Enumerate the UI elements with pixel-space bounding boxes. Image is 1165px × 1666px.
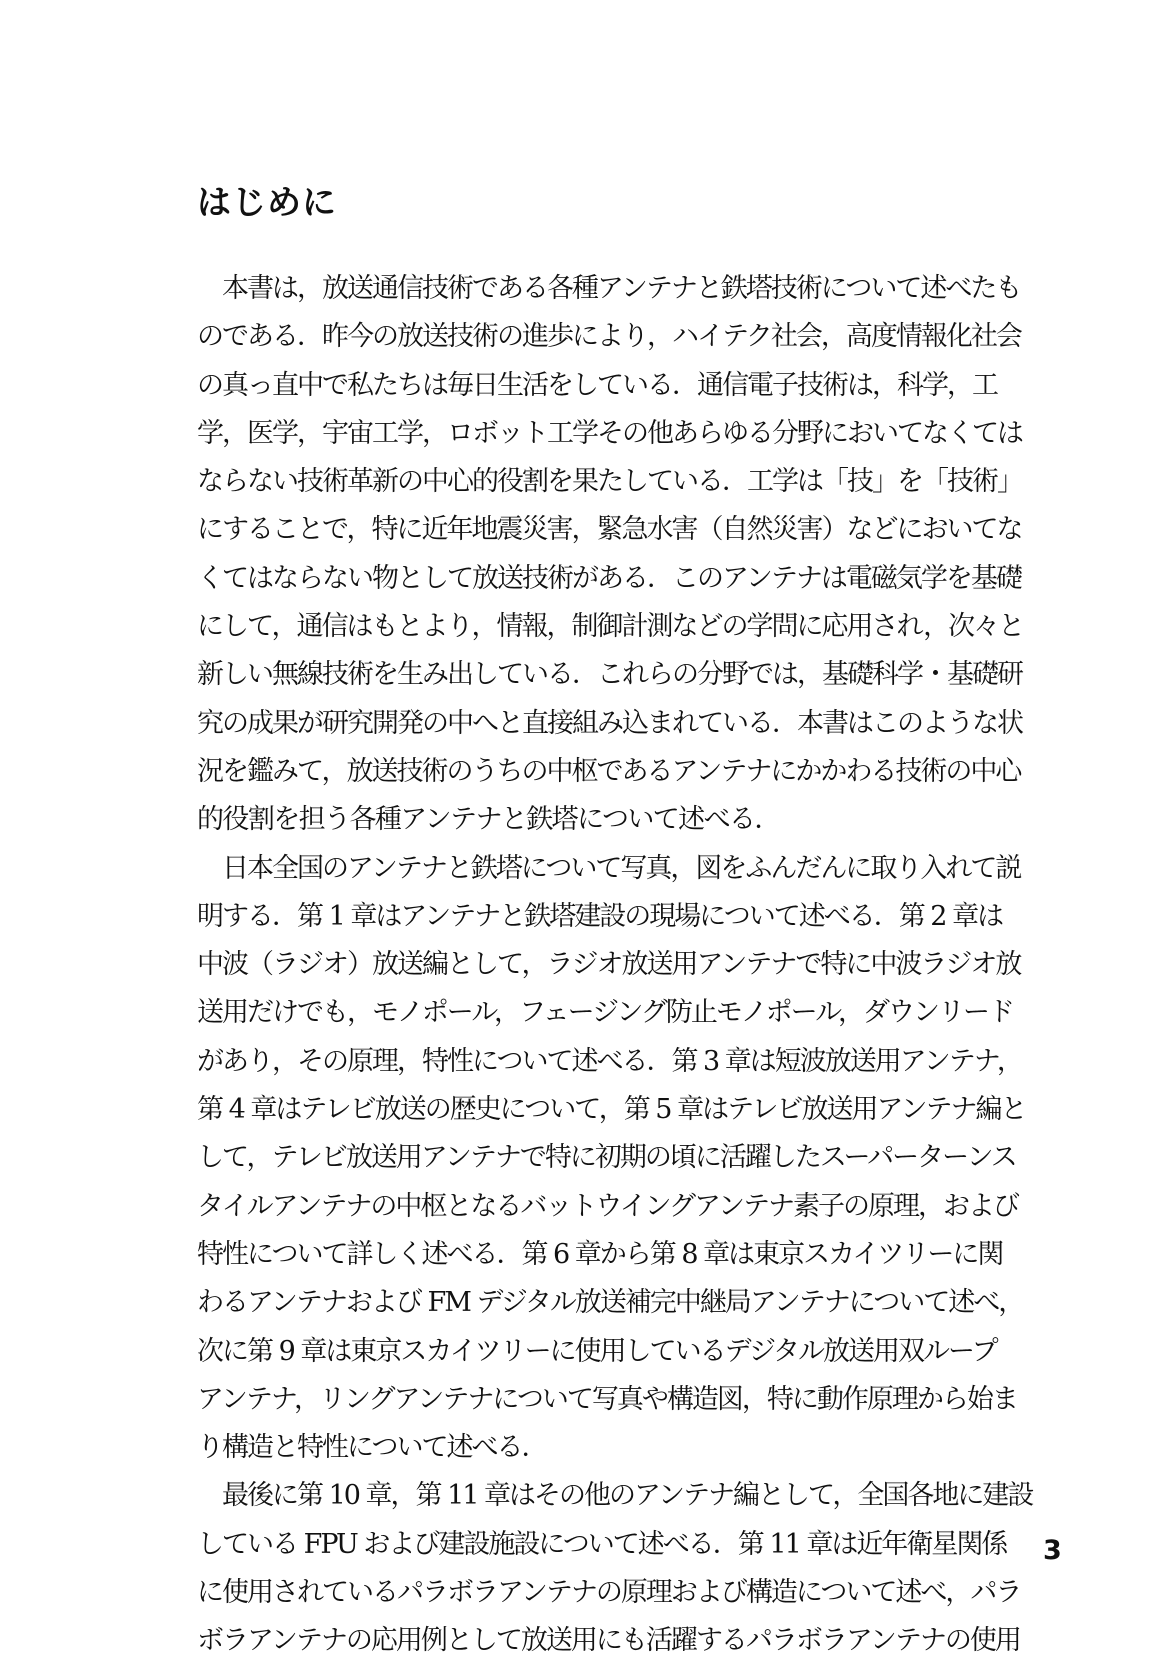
text-line: 中波（ラジオ）放送編として，ラジオ放送用アンテナで特に中波ラジオ放 — [197, 949, 1021, 981]
text-line: があり，その原理，特性について述べる．第 3 章は短波放送用アンテナ， — [197, 1045, 1022, 1077]
text-line: にして，通信はもとより，情報，制御計測などの学問に応用され，次々と — [197, 611, 1024, 643]
text-line: くてはならない物として放送技術がある．このアンテナは電磁気学を基礎 — [197, 562, 1021, 594]
text-line: の真っ直中で私たちは毎日生活をしている．通信電子技術は，科学，工 — [197, 369, 997, 401]
text-line: 学，医学，宇宙工学，ロボット工学その他あらゆる分野においてなくては — [197, 417, 1022, 449]
text-line: り構造と特性について述べる． — [197, 1432, 547, 1464]
page-title: はじめに — [197, 183, 337, 223]
page-number: 3 — [1043, 1535, 1062, 1566]
text-line: 況を鑑みて，放送技術のうちの中枢であるアンテナにかかわる技術の中心 — [197, 755, 1021, 787]
text-line: ならない技術革新の中心的役割を果たしている．工学は「技」を「技術」 — [197, 466, 1022, 498]
text-line: 本書は，放送通信技術である各種アンテナと鉄塔技術について述べたも — [197, 273, 1021, 304]
text-line: のである．昨今の放送技術の進歩により，ハイテク社会，高度情報化社会 — [197, 321, 1021, 353]
text-line: 最後に第 10 章，第 11 章はその他のアンテナ編として，全国各地に建設 — [197, 1480, 1033, 1512]
text-line: 次に第 9 章は東京スカイツリーに使用しているデジタル放送用双ループ — [197, 1335, 997, 1367]
text-line: に使用されているパラボラアンテナの原理および構造について述べ，パラ — [197, 1577, 1021, 1609]
text-line: 新しい無線技術を生み出している．これらの分野では，基礎科学・基礎研 — [197, 659, 1022, 691]
text-line: 明する．第 1 章はアンテナと鉄塔建設の現場について述べる．第 2 章は — [197, 900, 1003, 932]
body-text — [197, 265, 1037, 1666]
text-line: 究の成果が研究開発の中へと直接組み込まれている．本書はこのような状 — [197, 707, 1022, 739]
text-line: にすることで，特に近年地震災害，緊急水害（自然災害）などにおいてな — [197, 514, 1022, 546]
text-line: 的役割を担う各種アンテナと鉄塔について述べる． — [197, 804, 780, 836]
text-line: 送用だけでも，モノポール，フェージング防止モノポール，ダウンリード — [197, 997, 1013, 1029]
text-line: タイルアンテナの中枢となるバットウイングアンテナ素子の原理，および — [197, 1190, 1018, 1222]
text-line: アンテナ，リングアンテナについて写真や構造図，特に動作原理から始ま — [197, 1383, 1017, 1415]
text-line: して，テレビ放送用アンテナで特に初期の頃に活躍したスーパーターンス — [197, 1142, 1016, 1174]
text-line: 日本全国のアンテナと鉄塔について写真，図をふんだんに取り入れて説 — [197, 852, 1021, 884]
text-line: している FPU および建設施設について述べる．第 11 章は近年衛星関係 — [197, 1528, 1007, 1560]
text-line: わるアンテナおよび FM デジタル放送補完中継局アンテナについて述べ， — [197, 1287, 1024, 1319]
text-line: 第 4 章はテレビ放送の歴史について，第 5 章はテレビ放送用アンテナ編と — [197, 1094, 1026, 1126]
text-line: ボラアンテナの応用例として放送用にも活躍するパラボラアンテナの使用 — [197, 1625, 1020, 1657]
text-line: 特性について詳しく述べる．第 6 章から第 8 章は東京スカイツリーに関 — [197, 1238, 1003, 1270]
